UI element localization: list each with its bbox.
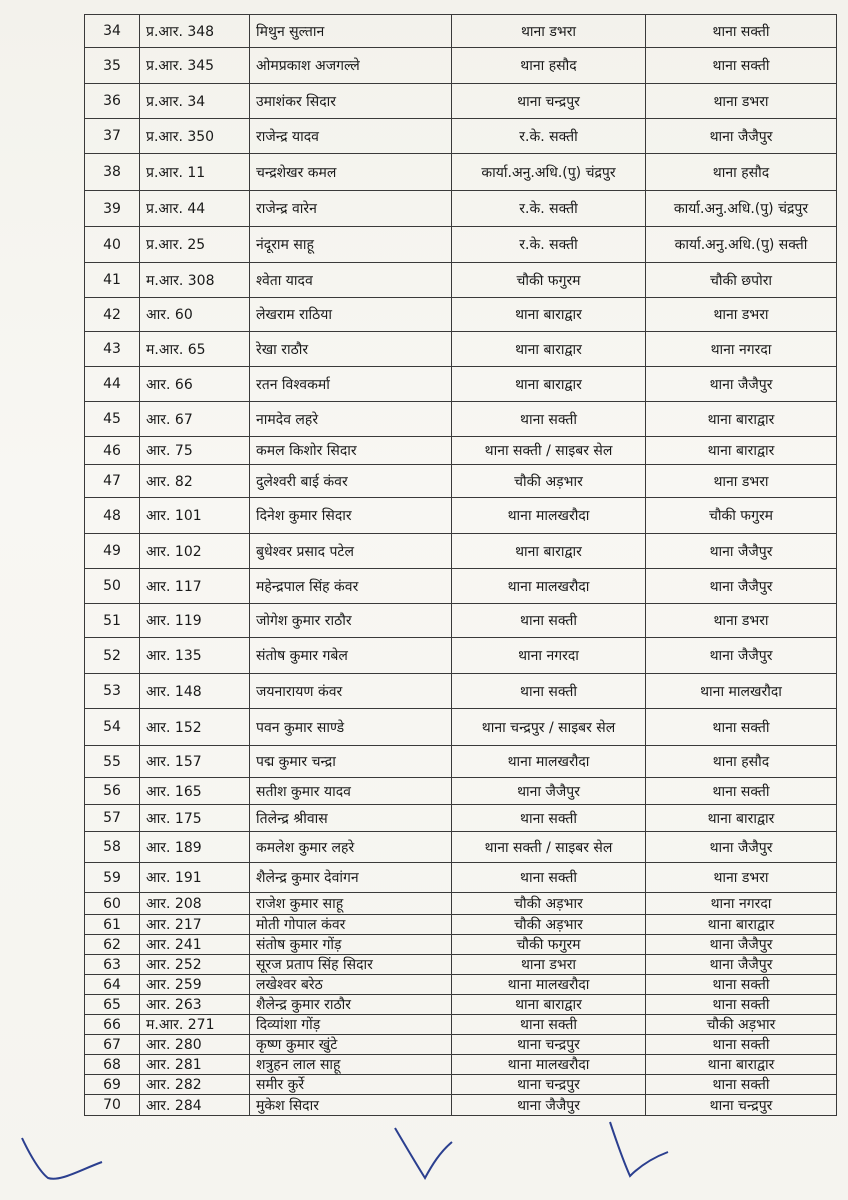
cell-name: सूरज प्रताप सिंह सिदार [250,955,452,975]
cell-rank: आर. 165 [140,778,250,805]
cell-rank: आर. 157 [140,746,250,778]
cell-rank: आर. 263 [140,995,250,1015]
cell-to: थाना सक्ती [646,15,837,48]
cell-sn: 57 [85,805,140,832]
table-row [85,227,837,263]
cell-rank: आर. 148 [140,674,250,709]
table-row [85,367,837,402]
cell-name: कमल किशोर सिदार [250,437,452,465]
table-row [85,84,837,119]
cell-from: थाना जैजैपुर [452,1095,646,1116]
cell-rank: म.आर. 65 [140,332,250,367]
cell-name: दिव्यांशा गोंड़ [250,1015,452,1035]
cell-sn: 44 [85,367,140,402]
cell-to: थाना नगरदा [646,332,837,367]
cell-rank: आर. 102 [140,534,250,569]
cell-rank: आर. 60 [140,298,250,332]
cell-name: उमाशंकर सिदार [250,84,452,119]
table-row [85,893,837,915]
cell-rank: प्र.आर. 345 [140,48,250,84]
cell-name: शैलेन्द्र कुमार राठौर [250,995,452,1015]
cell-rank: आर. 282 [140,1075,250,1095]
cell-name: श्वेता यादव [250,263,452,298]
table-row [85,465,837,498]
cell-to: कार्या.अनु.अधि.(पु) चंद्रपुर [646,191,837,227]
cell-name: समीर कुर्रे [250,1075,452,1095]
cell-to: थाना सक्ती [646,778,837,805]
cell-rank: म.आर. 308 [140,263,250,298]
cell-sn: 49 [85,534,140,569]
cell-rank: आर. 252 [140,955,250,975]
cell-from: थाना सक्ती / साइबर सेल [452,832,646,863]
cell-to: चौकी छपोरा [646,263,837,298]
cell-from: थाना बाराद्वार [452,534,646,569]
cell-from: चौकी अड़भार [452,915,646,935]
cell-from: थाना मालखरौदा [452,498,646,534]
cell-sn: 45 [85,402,140,437]
cell-name: राजेन्द्र यादव [250,119,452,154]
cell-name: लखेश्वर बरेठ [250,975,452,995]
cell-to: थाना सक्ती [646,1035,837,1055]
cell-rank: आर. 217 [140,915,250,935]
table-row [85,263,837,298]
table-row [85,638,837,674]
cell-to: थाना जैजैपुर [646,832,837,863]
cell-from: थाना मालखरौदा [452,975,646,995]
table-row [85,437,837,465]
cell-rank: आर. 175 [140,805,250,832]
cell-to: थाना हसौद [646,746,837,778]
cell-name: जोगेश कुमार राठौर [250,604,452,638]
cell-name: संतोष कुमार गबेल [250,638,452,674]
table-row [85,1055,837,1075]
cell-from: थाना सक्ती / साइबर सेल [452,437,646,465]
table-row [85,778,837,805]
cell-from: थाना चन्द्रपुर [452,1075,646,1095]
cell-to: थाना बाराद्वार [646,402,837,437]
cell-from: थाना जैजैपुर [452,778,646,805]
cell-rank: आर. 75 [140,437,250,465]
transfer-list-table [84,14,837,1116]
cell-to: थाना जैजैपुर [646,569,837,604]
cell-from: र.के. सक्ती [452,119,646,154]
cell-to: थाना डभरा [646,84,837,119]
cell-rank: प्र.आर. 44 [140,191,250,227]
cell-from: कार्या.अनु.अधि.(पु) चंद्रपुर [452,154,646,191]
cell-sn: 46 [85,437,140,465]
table-row [85,1015,837,1035]
cell-name: नामदेव लहरे [250,402,452,437]
cell-to: थाना बाराद्वार [646,915,837,935]
table-row [85,709,837,746]
cell-from: थाना मालखरौदा [452,569,646,604]
cell-rank: आर. 208 [140,893,250,915]
cell-name: कमलेश कुमार लहरे [250,832,452,863]
cell-sn: 60 [85,893,140,915]
table-row [85,534,837,569]
cell-sn: 36 [85,84,140,119]
cell-name: शत्रुहन लाल साहू [250,1055,452,1075]
cell-name: राजेश कुमार साहू [250,893,452,915]
cell-name: दिनेश कुमार सिदार [250,498,452,534]
cell-to: चौकी अड़भार [646,1015,837,1035]
cell-rank: आर. 119 [140,604,250,638]
cell-name: रेखा राठौर [250,332,452,367]
cell-from: र.के. सक्ती [452,191,646,227]
cell-sn: 37 [85,119,140,154]
cell-to: कार्या.अनु.अधि.(पु) सक्ती [646,227,837,263]
cell-name: मुकेश सिदार [250,1095,452,1116]
cell-to: थाना जैजैपुर [646,638,837,674]
cell-to: थाना डभरा [646,298,837,332]
cell-from: थाना बाराद्वार [452,367,646,402]
table-row [85,298,837,332]
cell-name: कृष्ण कुमार खुंटे [250,1035,452,1055]
cell-sn: 53 [85,674,140,709]
cell-name: नंदूराम साहू [250,227,452,263]
cell-from: थाना चन्द्रपुर [452,1035,646,1055]
table-row [85,498,837,534]
cell-rank: प्र.आर. 11 [140,154,250,191]
table-row [85,15,837,48]
cell-sn: 63 [85,955,140,975]
cell-to: थाना जैजैपुर [646,935,837,955]
table-row [85,154,837,191]
cell-name: पद्म कुमार चन्द्रा [250,746,452,778]
cell-from: चौकी अड़भार [452,893,646,915]
cell-name: शैलेन्द्र कुमार देवांगन [250,863,452,893]
cell-sn: 67 [85,1035,140,1055]
cell-sn: 62 [85,935,140,955]
cell-sn: 56 [85,778,140,805]
cell-rank: आर. 189 [140,832,250,863]
table-row [85,1075,837,1095]
table-row [85,674,837,709]
cell-to: थाना बाराद्वार [646,805,837,832]
table-row [85,332,837,367]
cell-rank: प्र.आर. 25 [140,227,250,263]
cell-name: लेखराम राठिया [250,298,452,332]
cell-from: थाना सक्ती [452,604,646,638]
cell-sn: 61 [85,915,140,935]
cell-name: ओमप्रकाश अजगल्ले [250,48,452,84]
cell-sn: 40 [85,227,140,263]
cell-to: थाना सक्ती [646,709,837,746]
cell-sn: 64 [85,975,140,995]
cell-to: थाना हसौद [646,154,837,191]
cell-to: थाना डभरा [646,604,837,638]
cell-sn: 51 [85,604,140,638]
table-row [85,1095,837,1116]
table-row [85,1035,837,1055]
table-row [85,955,837,975]
cell-name: मिथुन सुल्तान [250,15,452,48]
table-row [85,975,837,995]
cell-to: थाना बाराद्वार [646,1055,837,1075]
cell-from: थाना सक्ती [452,805,646,832]
table-row [85,48,837,84]
table-row [85,863,837,893]
cell-sn: 69 [85,1075,140,1095]
table-row [85,119,837,154]
cell-from: थाना सक्ती [452,402,646,437]
cell-sn: 43 [85,332,140,367]
cell-sn: 68 [85,1055,140,1075]
cell-rank: प्र.आर. 350 [140,119,250,154]
cell-sn: 54 [85,709,140,746]
cell-sn: 58 [85,832,140,863]
cell-sn: 47 [85,465,140,498]
table-row [85,604,837,638]
cell-sn: 39 [85,191,140,227]
cell-from: थाना सक्ती [452,863,646,893]
cell-to: थाना सक्ती [646,1075,837,1095]
cell-name: मोती गोपाल कंवर [250,915,452,935]
cell-from: थाना मालखरौदा [452,1055,646,1075]
cell-to: थाना सक्ती [646,48,837,84]
cell-sn: 42 [85,298,140,332]
cell-rank: प्र.आर. 34 [140,84,250,119]
table-row [85,746,837,778]
cell-rank: म.आर. 271 [140,1015,250,1035]
cell-name: सतीश कुमार यादव [250,778,452,805]
cell-to: थाना सक्ती [646,975,837,995]
cell-sn: 34 [85,15,140,48]
cell-sn: 65 [85,995,140,1015]
table-row [85,191,837,227]
cell-sn: 48 [85,498,140,534]
cell-sn: 59 [85,863,140,893]
cell-name: पवन कुमार साण्डे [250,709,452,746]
cell-sn: 38 [85,154,140,191]
cell-from: थाना बाराद्वार [452,995,646,1015]
cell-to: थाना मालखरौदा [646,674,837,709]
cell-sn: 55 [85,746,140,778]
cell-rank: आर. 284 [140,1095,250,1116]
cell-name: राजेन्द्र वारेन [250,191,452,227]
cell-name: महेन्द्रपाल सिंह कंवर [250,569,452,604]
cell-rank: आर. 101 [140,498,250,534]
cell-name: दुलेश्वरी बाई कंवर [250,465,452,498]
table-row [85,935,837,955]
cell-sn: 52 [85,638,140,674]
cell-from: थाना सक्ती [452,674,646,709]
cell-to: थाना डभरा [646,863,837,893]
cell-sn: 35 [85,48,140,84]
table-row [85,805,837,832]
cell-rank: आर. 280 [140,1035,250,1055]
cell-to: थाना जैजैपुर [646,534,837,569]
table-row [85,569,837,604]
cell-from: थाना डभरा [452,15,646,48]
cell-sn: 50 [85,569,140,604]
cell-from: थाना सक्ती [452,1015,646,1035]
cell-name: संतोष कुमार गोंड़ [250,935,452,955]
cell-to: थाना सक्ती [646,995,837,1015]
cell-from: थाना चन्द्रपुर [452,84,646,119]
cell-sn: 41 [85,263,140,298]
cell-from: थाना चन्द्रपुर / साइबर सेल [452,709,646,746]
cell-rank: आर. 241 [140,935,250,955]
cell-from: थाना हसौद [452,48,646,84]
cell-rank: प्र.आर. 348 [140,15,250,48]
cell-from: थाना बाराद्वार [452,298,646,332]
cell-rank: आर. 135 [140,638,250,674]
cell-from: चौकी फगुरम [452,935,646,955]
cell-rank: आर. 82 [140,465,250,498]
cell-rank: आर. 66 [140,367,250,402]
table-row [85,915,837,935]
table-row [85,402,837,437]
cell-to: थाना जैजैपुर [646,955,837,975]
cell-rank: आर. 281 [140,1055,250,1075]
cell-rank: आर. 191 [140,863,250,893]
cell-from: चौकी अड़भार [452,465,646,498]
cell-from: थाना डभरा [452,955,646,975]
cell-from: र.के. सक्ती [452,227,646,263]
cell-rank: आर. 117 [140,569,250,604]
cell-rank: आर. 259 [140,975,250,995]
cell-from: थाना नगरदा [452,638,646,674]
cell-to: चौकी फगुरम [646,498,837,534]
cell-rank: आर. 152 [140,709,250,746]
cell-from: थाना बाराद्वार [452,332,646,367]
cell-sn: 70 [85,1095,140,1116]
cell-to: थाना डभरा [646,465,837,498]
cell-to: थाना बाराद्वार [646,437,837,465]
cell-sn: 66 [85,1015,140,1035]
cell-to: थाना जैजैपुर [646,119,837,154]
table-row [85,995,837,1015]
cell-name: जयनारायण कंवर [250,674,452,709]
cell-from: थाना मालखरौदा [452,746,646,778]
table-body [85,15,837,1116]
cell-name: तिलेन्द्र श्रीवास [250,805,452,832]
cell-to: थाना नगरदा [646,893,837,915]
cell-to: थाना जैजैपुर [646,367,837,402]
table-row [85,832,837,863]
cell-rank: आर. 67 [140,402,250,437]
cell-name: बुधेश्वर प्रसाद पटेल [250,534,452,569]
cell-name: चन्द्रशेखर कमल [250,154,452,191]
cell-to: थाना चन्द्रपुर [646,1095,837,1116]
cell-name: रतन विश्वकर्मा [250,367,452,402]
cell-from: चौकी फगुरम [452,263,646,298]
